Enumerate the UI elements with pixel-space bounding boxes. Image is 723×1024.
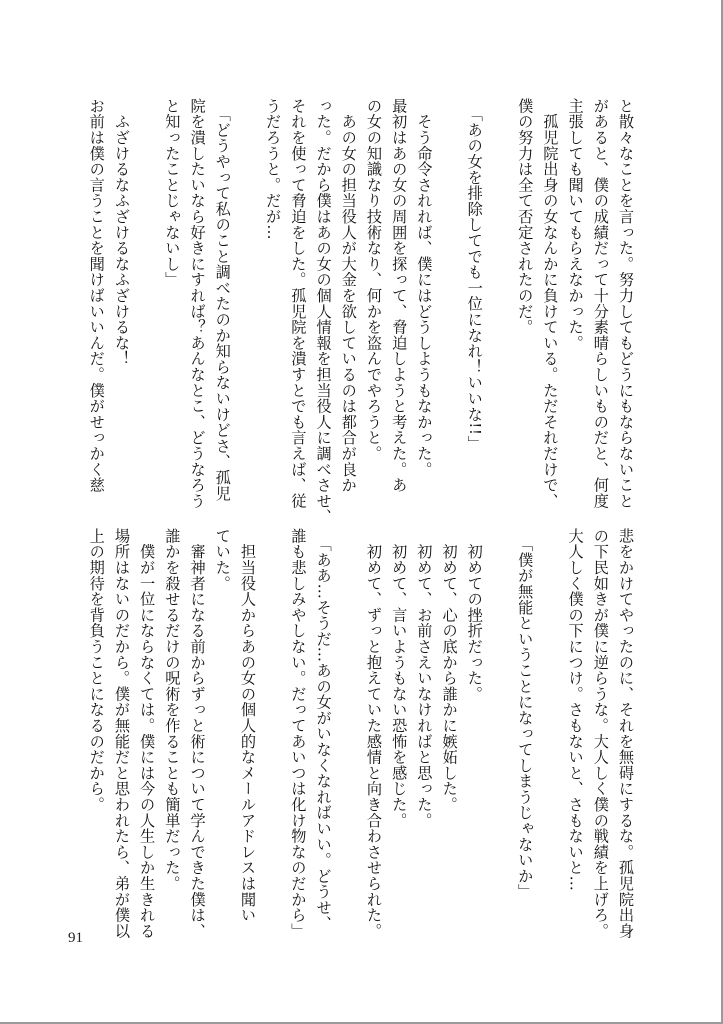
text-line: 担当役人からあの女の個人的なメールアドレスは聞い	[238, 528, 257, 923]
blank-line	[336, 528, 361, 940]
text-line: 最初はあの女の周囲を探って、脅迫しようと考えた。あ	[390, 98, 409, 493]
text-line: 大人しく僕の下につけ。さもないと、さもないと…	[566, 528, 585, 892]
text-block-lower	[87, 528, 638, 940]
text-line: 上の期待を背負うことになるのだから。	[87, 528, 106, 813]
blank-line	[487, 528, 512, 940]
text-line: 初めて、言いようもない恐怖を感じた。	[390, 528, 409, 829]
text-line: 僕の努力は全て否定されたのだ。	[516, 98, 535, 335]
text-line: 初めて、心の底から誰かに嫉妬した。	[440, 528, 459, 813]
text-line: あの女の担当役人が大金を欲しているのは都合が良か	[339, 98, 358, 493]
blank-line	[235, 98, 260, 510]
text-line: お前は僕の言うことを聞けばいいんだ。僕がせっかく慈	[87, 98, 106, 493]
text-line: 主張しても聞いてもらえなかった。	[566, 98, 585, 351]
text-line: 悲をかけてやったのに、それを無碍にするな。孤児院出身	[617, 528, 635, 939]
dialogue-line: 「僕が無能ということになってしまうじゃないか」	[516, 528, 535, 900]
text-line: の女の知識なり技術なり、何かを盗んでやろうと。	[364, 98, 383, 462]
blank-line	[260, 528, 285, 940]
text-line: 場所はないのだから。僕が無能だと思われたら、弟が僕以	[112, 528, 131, 939]
text-line: 誰かを殺せるだけの呪術を作ることも簡単だった。	[163, 528, 182, 892]
text-line: の下民如きが僕に逆らうな。大人しく僕の戦績を上げろ。	[591, 528, 610, 939]
text-line: と散々なことを言った。努力してもどうにもならないこと	[617, 98, 635, 509]
text-line: そう命令されれば、僕にはどうしようもなかった。	[415, 98, 434, 478]
text-line: 孤児院出身の女なんかに負けている。ただそれだけで、	[541, 98, 560, 509]
text-line: 初めて、お前さえいなければと思った。	[415, 528, 434, 829]
text-line: ふざけるなふざけるなふざけるな！	[112, 98, 131, 367]
blank-line	[487, 98, 512, 510]
blank-line	[134, 98, 159, 510]
text-line: それを使って脅迫をした。孤児院を潰すとでも言えば、従	[289, 98, 308, 509]
text-line: があると、僕の成績だって十分素晴らしいものだと、何度	[591, 98, 610, 509]
blank-line	[436, 98, 461, 510]
dialogue-line: 「どうやって私のこと調べたのか知らないけどさ、孤児	[213, 98, 232, 502]
dialogue-line: と知ったことじゃないし」	[163, 98, 182, 288]
blank-line	[537, 528, 562, 940]
text-line: 僕が一位にならなくては。僕には今の人生しか生きれる	[138, 528, 157, 939]
text-line: 初めて、ずっと抱えていた感情と向き合わさせられた。	[364, 528, 383, 939]
page-number: 91	[68, 930, 83, 946]
text-line: うだろうと。だが…	[264, 98, 283, 241]
text-line: 審神者になる前からずっと術について学んできた僕は、	[188, 528, 207, 939]
text-line: ていた。	[213, 528, 232, 592]
dialogue-line: 「ああ…そうだ…あの女がいなくなればいい。どうせ、	[314, 528, 333, 932]
dialogue-line: 誰も悲しみやしない。だってあいつは化け物なのだから」	[289, 528, 308, 939]
text-line: った。だから僕はあの女の個人情報を担当役人に調べさせ、	[314, 98, 333, 525]
text-line: 初めての挫折だった。	[465, 528, 484, 702]
dialogue-line: 「あの女を排除してでも一位になれ！いいな!!」	[465, 98, 484, 452]
text-block-upper	[87, 98, 638, 525]
dialogue-line: 院を潰したいなら好きにすれば？あんなとこ、どうなろう	[188, 98, 207, 509]
